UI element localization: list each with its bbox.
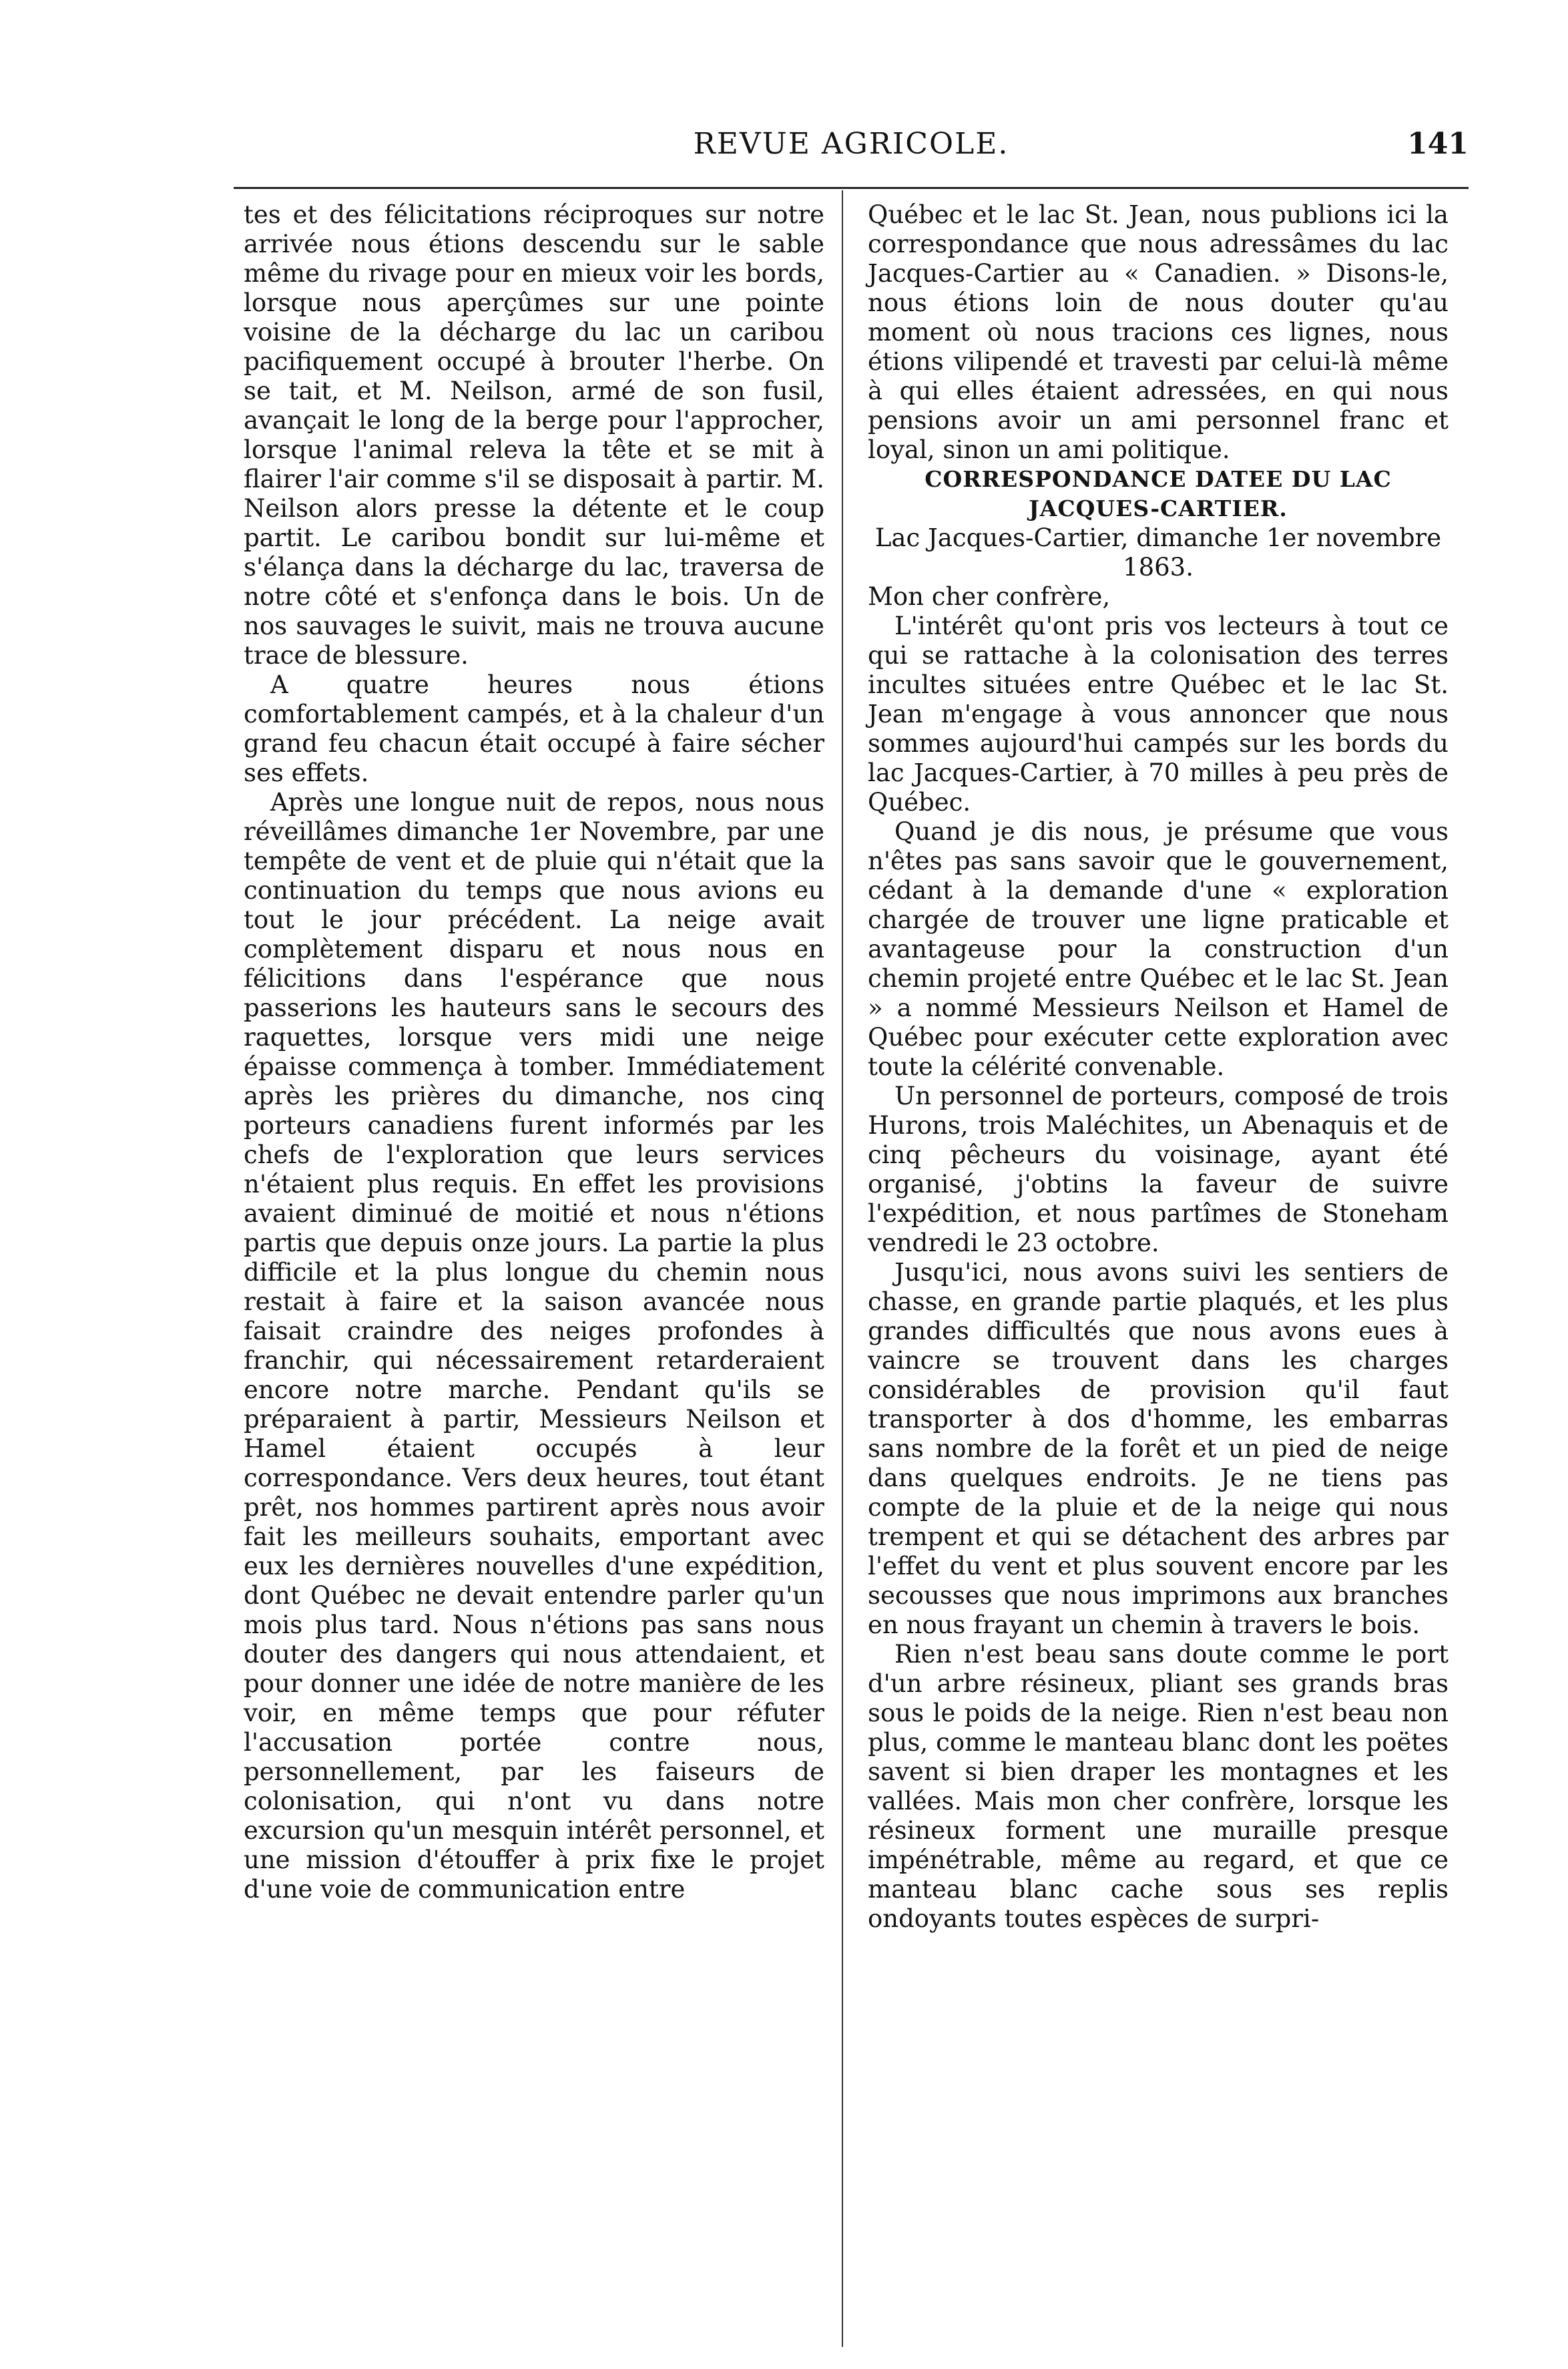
paragraph: tes et des félicitations réciproques sur notre arrivée nous étions descendu sur le sable même du rivage pour en mieux voir les bords, lorsque nous aperçûmes sur une pointe voisine de la décharge du lac un caribou pacifiquement occupé à brouter l'herbe. On se tait, et M. Neilson, armé de son fusil, avançait le long de la berge pour l'approcher, lorsque l'animal releva la tête et se mit à flairer l'air comme s'il se disposait à partir. M. Neilson alors presse la détente et le coup partit. Le caribou bondit sur lui-même et s'élança dans la décharge du lac, traversa de notre côté et s'enfonça dans le bois. Un de nos sauvages le suivit, mais ne trouva aucune trace de blessure. [244, 200, 824, 670]
paragraph: Rien n'est beau sans doute comme le port d'un arbre résineux, pliant ses grands bras sous le poids de la neige. Rien n'est beau non plus, comme le manteau blanc dont les poëtes savent si bien draper les montagnes et les vallées. Mais mon cher confrère, lorsque les résineux forment une muraille presque impénétrable, même au regard, et que ce manteau blanc cache sous ses replis ondoyants toutes espèces de surpri- [868, 1640, 1449, 1933]
page-header [234, 127, 1469, 174]
paragraph: Quand je dis nous, je présume que vous n'êtes pas sans savoir que le gouvernement, cédant à la demande d'une « exploration chargée de trouver une ligne praticable et avantageuse pour la construction d'un chemin projeté entre Québec et le lac St. Jean » a nommé Messieurs Neilson et Hamel de Québec pour exécuter cette exploration avec toute la célérité convenable. [868, 817, 1449, 1081]
section-heading: CORRESPONDANCE DATEE DU LAC JACQUES-CARTIER. [925, 466, 1392, 521]
right-column [868, 200, 1449, 1934]
header-rule [234, 187, 1469, 189]
salutation: Mon cher confrère, [868, 582, 1111, 611]
page-number: 141 [1407, 127, 1469, 161]
paragraph: Québec et le lac St. Jean, nous publions ici la correspondance que nous adressâmes du lac Jacques-Cartier au « Canadien. » Disons-le, nous étions loin de nous douter qu'au moment où nous tracions ces lignes, nous étions vilipendé et travesti par celui-là même à qui elles étaient adressées, en qui nous pensions avoir un ami personnel franc et loyal, sinon un ami politique. [868, 200, 1449, 464]
running-title: REVUE AGRICOLE. [693, 127, 1009, 161]
left-column [244, 200, 824, 1904]
paragraph: Jusqu'ici, nous avons suivi les sentiers de chasse, en grande partie plaqués, et les plus grandes difficultés que nous avons eues à vaincre se trouvent dans les charges considérables de provision qu'il faut transporter à dos d'homme, les embarras sans nombre de la forêt et un pied de neige dans quelques endroits. Je ne tiens pas compte de la pluie et de la neige qui nous trempent et qui se détachent des arbres par l'effet du vent et plus souvent encore par les secousses que nous imprimons aux branches en nous frayant un chemin à travers le bois. [868, 1258, 1449, 1639]
paragraph: A quatre heures nous étions comfortablement campés, et à la chaleur d'un grand feu chacun était occupé à faire sécher ses effets. [244, 670, 824, 787]
paragraph: L'intérêt qu'ont pris vos lecteurs à tout ce qui se rattache à la colonisation des terres incultes situées entre Québec et le lac St. Jean m'engage à vous annoncer que nous sommes aujourd'hui campés sur les bords du lac Jacques-Cartier, à 70 milles à peu près de Québec. [868, 612, 1449, 817]
column-divider [842, 190, 843, 2347]
paragraph: Un personnel de porteurs, composé de trois Hurons, trois Maléchites, un Abenaquis et de cinq pêcheurs du voisinage, ayant été organisé, j'obtins la faveur de suivre l'expédition, et nous partîmes de Stoneham vendredi le 23 octobre. [868, 1082, 1449, 1257]
paragraph: Après une longue nuit de repos, nous nous réveillâmes dimanche 1er Novembre, par une tempête de vent et de pluie qui n'était que la continuation du temps que nous avions eu tout le jour précédent. La neige avait complètement disparu et nous nous en félicitions dans l'espérance que nous passerions les hauteurs sans le secours des raquettes, lorsque vers midi une neige épaisse commença à tomber. Immédiatement après les prières du dimanche, nos cinq porteurs canadiens furent informés par les chefs de l'exploration que leurs services n'étaient plus requis. En effet les provisions avaient diminué de moitié et nous n'étions partis que depuis onze jours. La partie la plus difficile et la plus longue du chemin nous restait à faire et la saison avancée nous faisait craindre des neiges profondes à franchir, qui nécessairement retarderaient encore notre marche. Pendant qu'ils se préparaient à partir, Messieurs Neilson et Hamel étaient occupés à leur correspondance. Vers deux heures, tout étant prêt, nos hommes partirent après nous avoir fait les meilleurs souhaits, emportant avec eux les dernières nouvelles d'une expédition, dont Québec ne devait entendre parler qu'un mois plus tard. Nous n'étions pas sans nous douter des dangers qui nous attendaient, et pour donner une idée de notre manière de les voir, en même temps que pour réfuter l'accusation portée contre nous, personnellement, par les faiseurs de colonisation, qui n'ont vu dans notre excursion qu'un mesquin intérêt personnel, et une mission d'étouffer à prix fixe le projet d'une voie de communication entre [244, 788, 824, 1904]
dateline: Lac Jacques-Cartier, dimanche 1er novembre 1863. [874, 523, 1442, 582]
